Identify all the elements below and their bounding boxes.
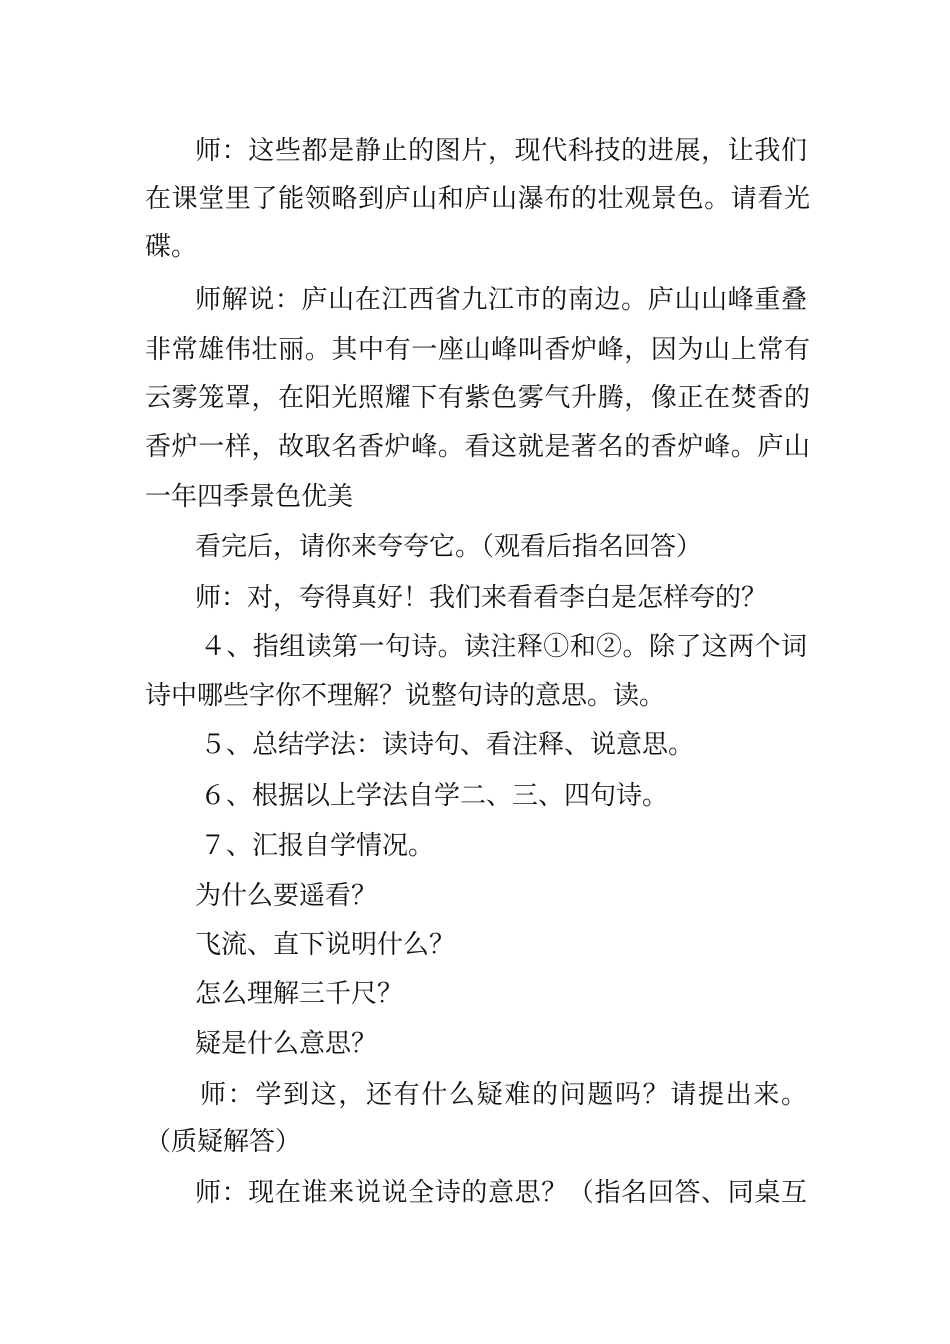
text-line: 看完后，请你来夸夸它。（观看后指名回答）: [195, 532, 703, 562]
text-line: 云雾笼罩，在阳光照耀下有紫色雾气升腾，像正在焚香的: [145, 383, 810, 413]
text-line: 在课堂里了能领略到庐山和庐山瀑布的壮观景色。请看光: [145, 184, 810, 214]
text-line: 师：这些都是静止的图片，现代科技的进展，让我们: [195, 136, 807, 166]
text-line: 怎么理解三千尺？: [195, 979, 404, 1009]
text-line: 香炉一样，故取名香炉峰。看这就是著名的香炉峰。庐山: [145, 432, 810, 462]
text-line: 碟。: [145, 232, 198, 262]
text-line: 飞流、直下说明什么？: [195, 930, 456, 960]
text-line: ６、根据以上学法自学二、三、四句诗。: [200, 781, 669, 811]
text-line: 师：学到这，还有什么疑难的问题吗？请提出来。: [200, 1080, 807, 1110]
text-line: 师：现在谁来说说全诗的意思？（指名回答、同桌互: [195, 1178, 807, 1208]
text-line: ４、指组读第一句诗。读注释①和②。除了这两个词: [200, 632, 807, 662]
text-line: 疑是什么意思？: [195, 1029, 378, 1059]
text-line: （质疑解答）: [145, 1127, 302, 1157]
text-line: 一年四季景色优美: [145, 482, 354, 512]
text-line: 非常雄伟壮丽。其中有一座山峰叫香炉峰，因为山上常有: [145, 335, 810, 365]
text-line: ５、总结学法：读诗句、看注释、说意思。: [200, 730, 695, 760]
text-line: 师解说：庐山在江西省九江市的南边。庐山山峰重叠: [195, 285, 807, 315]
text-line: ７、汇报自学情况。: [200, 831, 435, 861]
text-line: 诗中哪些字你不理解？说整句诗的意思。读。: [145, 681, 666, 711]
text-line: 师：对，夸得真好！我们来看看李白是怎样夸的？: [195, 583, 768, 613]
text-line: 为什么要遥看？: [195, 881, 378, 911]
